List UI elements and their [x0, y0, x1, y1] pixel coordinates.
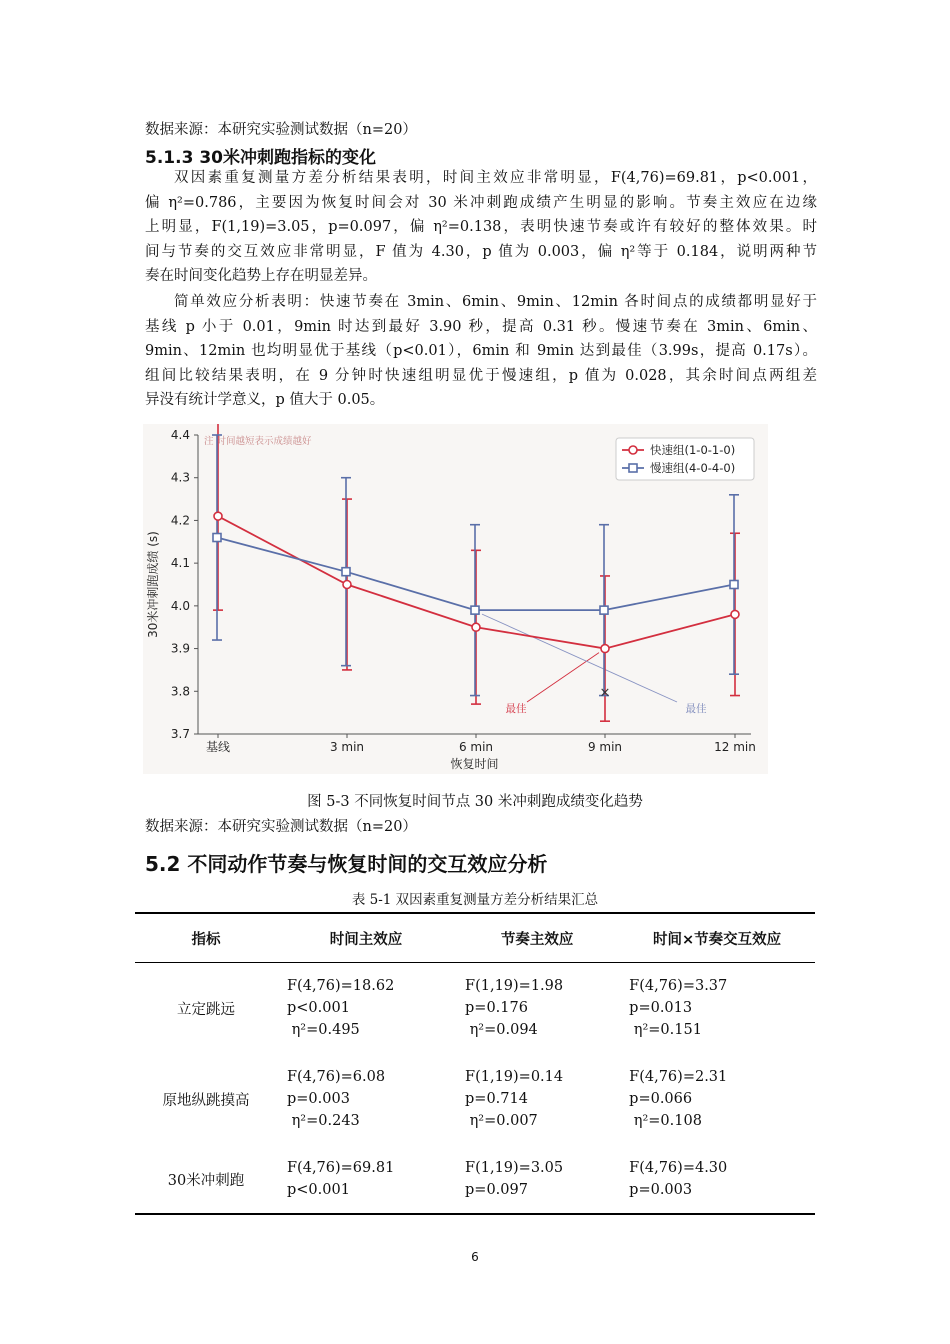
table-caption: 表 5-1 双因素重复测量方差分析结果汇总	[351, 892, 599, 908]
stat-line: F(4,76)=6.08	[287, 1069, 386, 1085]
interaction-effect-cell	[619, 1042, 815, 1133]
best-annotation-label-slow: 最佳	[685, 703, 707, 715]
y-axis-label: 30米冲刺跑成绩 (s)	[146, 531, 160, 638]
stat-line: p=0.003	[287, 1091, 350, 1107]
table-row	[135, 1133, 815, 1214]
y-tick-label: 4.4	[170, 428, 190, 442]
stat-line: p=0.714	[465, 1091, 528, 1107]
best-annotation-arrow-slow	[482, 614, 677, 702]
para2-line: 异没有统计学意义，p 值大于 0.05。	[145, 392, 385, 408]
x-tick-label: 基线	[205, 740, 231, 754]
table-row	[135, 963, 815, 1043]
best-cross-marker: ×	[599, 685, 611, 701]
stat-line: p=0.003	[629, 1182, 693, 1198]
legend-swatch-marker	[629, 446, 637, 454]
best-annotation-label-fast: 最佳	[505, 703, 527, 715]
stat-line: p=0.097	[465, 1182, 528, 1198]
best-annotation-arrow-fast	[527, 653, 599, 702]
data-point	[343, 581, 351, 589]
chart-note: 注 时间越短表示成绩越好	[204, 436, 312, 447]
figure-5-3-chart	[143, 424, 768, 774]
time-effect-cell	[277, 963, 455, 1043]
rhythm-effect-cell	[455, 1042, 619, 1133]
stat-line: p=0.013	[629, 1000, 693, 1016]
stat-line: F(1,19)=0.14	[465, 1069, 564, 1085]
column-header: 时间主效应	[277, 913, 455, 963]
source-note-bottom: 数据来源：本研究实验测试数据（n=20）	[145, 819, 417, 835]
line-chart-svg	[143, 424, 768, 774]
stat-line: η²=0.108	[629, 1113, 702, 1129]
stat-line: F(4,76)=3.37	[629, 978, 728, 994]
stat-line: η²=0.243	[287, 1113, 360, 1129]
stat-line: η²=0.094	[465, 1022, 538, 1038]
table-row	[135, 1042, 815, 1133]
para1-line: 双因素重复测量方差分析结果表明，时间主效应非常明显，F(4,76)=69.81，p<0.001，	[174, 170, 817, 186]
y-tick-label: 3.9	[170, 641, 190, 656]
stat-line: p=0.066	[629, 1091, 693, 1107]
x-tick-label: 6 min	[458, 740, 494, 754]
para1-line: 偏 η²=0.786，主要因为恢复时间会对 30 米冲刺跑成绩产生明显的影响。节奏主效应在边缘	[145, 194, 817, 211]
paragraph-anova	[145, 166, 817, 289]
paragraph-simple-effects	[145, 290, 817, 413]
y-tick-label: 4.0	[170, 598, 190, 613]
section-heading-5-2: 5.2 不同动作节奏与恢复时间的交互效应分析	[145, 852, 548, 876]
legend-entry: 快速组(1-0-1-0)	[650, 443, 736, 457]
page-number: 6	[471, 1250, 479, 1264]
stat-line: η²=0.495	[287, 1022, 360, 1038]
stat-line: p<0.001	[287, 1182, 350, 1198]
table-header-row	[135, 913, 815, 963]
stat-line: F(1,19)=3.05	[465, 1160, 564, 1176]
x-tick-label: 12 min	[714, 740, 756, 754]
x-axis-label: 恢复时间	[450, 757, 499, 771]
stat-line: p=0.176	[465, 1000, 528, 1016]
interaction-effect-cell	[619, 963, 815, 1043]
legend-swatch-marker	[629, 464, 637, 472]
para2-line: 组间比较结果表明，在 9 分钟时快速组明显优于慢速组，p 值为 0.028，其余时间点两组差	[145, 367, 817, 384]
y-tick-label: 4.2	[170, 513, 190, 528]
stat-line: F(4,76)=2.31	[629, 1069, 728, 1085]
data-point	[601, 645, 609, 653]
x-tick-label: 3 min	[329, 740, 365, 754]
y-tick-label: 3.7	[170, 727, 190, 741]
stat-line: η²=0.151	[629, 1022, 702, 1038]
row-label: 30米冲刺跑	[135, 1133, 277, 1214]
stat-line: F(4,76)=69.81	[287, 1160, 395, 1176]
para2-line: 9min、12min 也均明显优于基线（p<0.01），6min 和 9min 达到最佳（3.99s，提高 0.17s）。	[145, 343, 817, 359]
y-tick-label: 3.8	[170, 684, 190, 699]
para2-line: 简单效应分析表明：快速节奏在 3min、6min、9min、12min 各时间点的成绩都明显好于	[174, 294, 817, 310]
section-heading-5-1-3: 5.1.3 30米冲刺跑指标的变化	[145, 148, 376, 168]
y-tick-label: 4.1	[170, 556, 190, 571]
data-point	[730, 581, 738, 589]
para1-line: 上明显，F(1,19)=3.05，p=0.097，偏 η²=0.138，表明快速节奏或许有较好的整体效果。时	[145, 219, 817, 235]
stat-line: F(1,19)=1.98	[465, 978, 564, 994]
column-header: 指标	[135, 913, 277, 963]
interaction-effect-cell	[619, 1133, 815, 1214]
rhythm-effect-cell	[455, 963, 619, 1043]
source-note-top: 数据来源：本研究实验测试数据（n=20）	[145, 122, 417, 138]
y-tick-label: 4.3	[170, 470, 190, 485]
stat-line: F(4,76)=4.30	[629, 1160, 728, 1176]
data-point	[600, 606, 608, 614]
data-point	[471, 606, 479, 614]
data-point	[472, 623, 480, 631]
para2-line: 基线 p 小于 0.01，9min 时达到最好 3.90 秒，提高 0.31 秒。慢速节奏在 3min、6min、	[145, 318, 817, 335]
stat-line: F(4,76)=18.62	[287, 978, 395, 994]
row-label: 立定跳远	[177, 1001, 235, 1018]
data-point	[342, 568, 350, 576]
legend-entry: 慢速组(4-0-4-0)	[650, 461, 736, 475]
stat-line: η²=0.007	[465, 1113, 538, 1129]
para1-line: 奏在时间变化趋势上存在明显差异。	[145, 268, 377, 284]
x-tick-label: 9 min	[587, 740, 623, 754]
row-label: 原地纵跳摸高	[162, 1092, 250, 1109]
anova-results-table	[135, 912, 815, 1215]
time-effect-cell	[277, 1042, 455, 1133]
column-header: 节奏主效应	[455, 913, 619, 963]
data-point	[731, 610, 739, 618]
figure-caption: 图 5-3 不同恢复时间节点 30 米冲刺跑成绩变化趋势	[307, 794, 643, 810]
data-point	[214, 512, 222, 520]
rhythm-effect-cell	[455, 1133, 619, 1214]
stat-line: p<0.001	[287, 1000, 350, 1016]
column-header: 时间×节奏交互效应	[619, 913, 815, 963]
data-point	[213, 534, 221, 542]
time-effect-cell	[277, 1133, 455, 1214]
para1-line: 间与节奏的交互效应非常明显，F 值为 4.30，p 值为 0.003，偏 η²等于 0.184，说明两种节	[145, 243, 817, 260]
